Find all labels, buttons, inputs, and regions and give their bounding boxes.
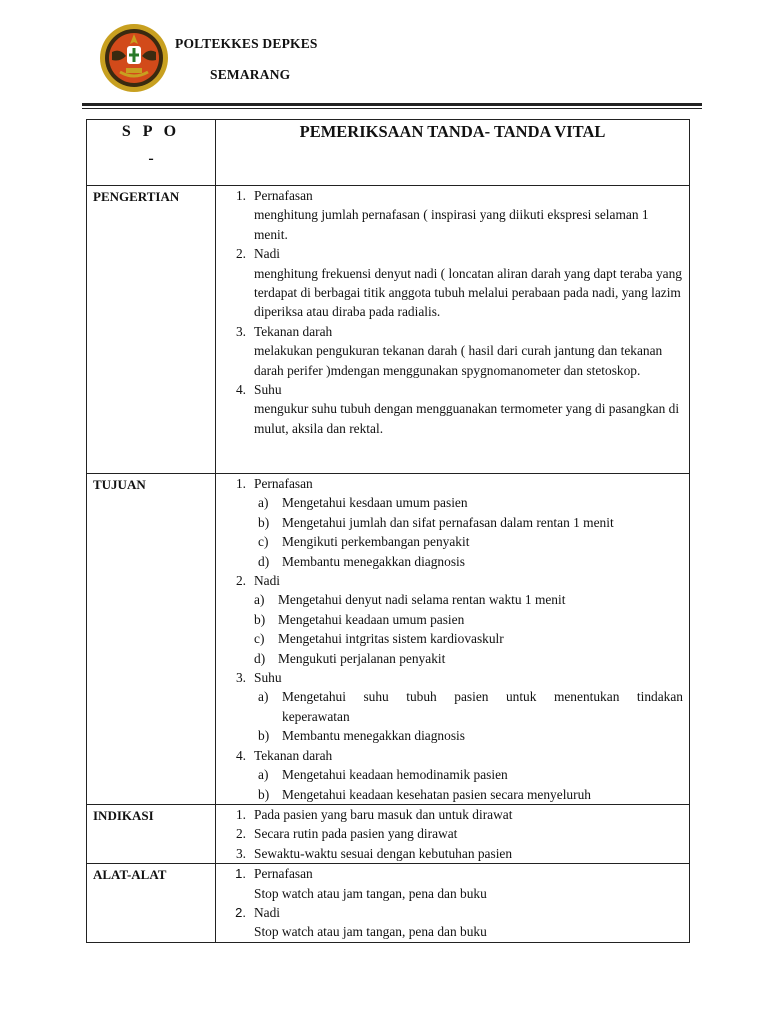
section-indikasi: [87, 804, 690, 863]
spo-table: [86, 119, 690, 943]
spo-label-sub: -: [148, 150, 154, 168]
pengertian-list: [224, 186, 683, 438]
list-item: 1. Pernafasan Stop watch atau jam tangan, pena dan buku: [235, 866, 487, 901]
sub-list: [254, 590, 683, 668]
sub-item: d) Membantu menegakkan diagnosis: [258, 553, 465, 569]
list-item: 2. Secara rutin pada pasien yang dirawat: [235, 826, 458, 842]
sub-item: a) Mengetahui kesdaan umum pasien: [258, 495, 468, 511]
section-label: INDIKASI: [87, 804, 216, 863]
institution-name: POLTEKKES DEPKES: [175, 36, 318, 51]
institution-city: SEMARANG: [210, 67, 291, 82]
list-item: 3. Suhu a) Mengetahui suhu tubuh pasien untuk menentukan tindakan keperawatan b) Membantu menegakkan diagnosis: [224, 668, 683, 746]
section-tujuan: [87, 474, 690, 805]
sub-list: [254, 765, 683, 804]
poltekkes-emblem-icon: [98, 22, 170, 94]
sub-list: [254, 687, 683, 745]
list-item: 3. Tekanan darah melakukan pengukuran tekanan darah ( hasil dari curah jantung dan tekanan darah perifer )mdengan menggunakan spygnomanometer dan stetoskop.: [235, 323, 663, 378]
section-label: TUJUAN: [87, 474, 216, 805]
procedure-title: PEMERIKSAAN TANDA- TANDA VITAL: [299, 122, 606, 141]
list-item: 2. Nadi menghitung frekuensi denyut nadi ( loncatan aliran darah yang dapt teraba yang terdapat di berbagai titik anggota tubuh melalui perabaan pada nadi, yang lazim diperiksa atau diraba pada radialis.: [235, 246, 682, 320]
document-header: [0, 0, 768, 110]
sub-item: a) Mengetahui keadaan hemodinamik pasien: [258, 767, 508, 783]
sub-list: [254, 493, 683, 571]
section-label: PENGERTIAN: [87, 186, 216, 474]
section-label: ALAT-ALAT: [87, 864, 216, 943]
section-alat: [87, 864, 690, 943]
section-pengertian: [87, 186, 690, 474]
section-content: [216, 864, 690, 943]
sub-item: b) Mengetahui keadaan umum pasien: [254, 611, 465, 627]
sub-item: c) Mengikuti perkembangan penyakit: [258, 534, 470, 550]
spo-label-cell: [87, 120, 216, 186]
procedure-title-cell: [216, 120, 690, 186]
spo-label: S P O: [121, 123, 181, 140]
indikasi-list: [224, 805, 683, 863]
header-rule-thin: [82, 108, 702, 109]
title-row: [87, 120, 690, 186]
list-item: 2. Nadi a) Mengetahui denyut nadi selama rentan waktu 1 menit b) Mengetahui keadaan umum pasien c) Mengetahui intgritas sistem kardiovaskulr d) Mengukuti perjalanan penyakit: [224, 571, 683, 668]
header-rule-thick: [82, 103, 702, 106]
list-item: 1. Pernafasan a) Mengetahui kesdaan umum pasien b) Mengetahui jumlah dan sifat pernafasan dalam rentan 1 menit c) Mengikuti perkembangan penyakit d) Membantu menegakkan diagnosis: [224, 474, 683, 571]
section-content: [216, 186, 690, 474]
sub-item: b) Mengetahui keadaan kesehatan pasien secara menyeluruh: [258, 786, 591, 802]
list-item: 4. Suhu mengukur suhu tubuh dengan mengguanakan termometer yang di pasangkan di mulut, aksila dan rektal.: [235, 382, 680, 436]
sub-item: a) Mengetahui suhu tubuh pasien untuk menentukan tindakan keperawatan: [258, 689, 683, 724]
tujuan-list: [224, 474, 683, 804]
sub-item: b) Mengetahui jumlah dan sifat pernafasan dalam rentan 1 menit: [258, 514, 614, 530]
section-content: [216, 804, 690, 863]
alat-list: [224, 864, 683, 942]
list-item: 4. Tekanan darah a) Mengetahui keadaan hemodinamik pasien b) Mengetahui keadaan kesehatan pasien secara menyeluruh: [224, 746, 683, 804]
list-item: 2. Nadi Stop watch atau jam tangan, pena dan buku: [235, 904, 487, 940]
sub-item: c) Mengetahui intgritas sistem kardiovaskulr: [254, 631, 504, 647]
list-item: 3. Sewaktu-waktu sesuai dengan kebutuhan pasien: [235, 845, 513, 861]
section-content: [216, 474, 690, 805]
sub-item: d) Mengukuti perjalanan penyakit: [254, 650, 446, 666]
sub-item: b) Membantu menegakkan diagnosis: [258, 728, 465, 744]
list-item: 1. Pernafasan menghitung jumlah pernafasan ( inspirasi yang diikuti ekspresi selaman 1 menit.: [235, 188, 649, 242]
sub-item: a) Mengetahui denyut nadi selama rentan waktu 1 menit: [254, 592, 566, 608]
list-item: 1. Pada pasien yang baru masuk dan untuk dirawat: [235, 806, 513, 822]
